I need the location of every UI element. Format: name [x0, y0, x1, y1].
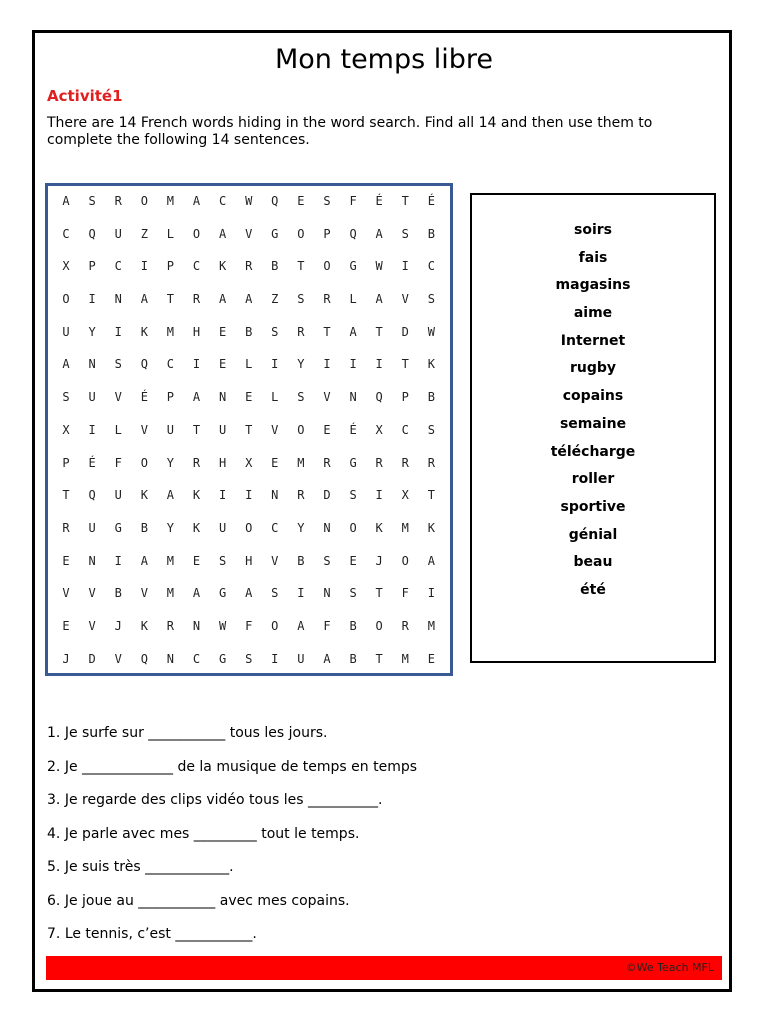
grid-letter: A — [349, 324, 357, 339]
grid-letter: C — [62, 226, 70, 241]
grid-letter: A — [375, 292, 383, 307]
grid-letter: L — [245, 357, 253, 372]
grid-letter: C — [192, 259, 201, 274]
word-bank-item: roller — [571, 471, 615, 488]
sentence-item — [47, 892, 417, 926]
grid-letter: Q — [271, 194, 279, 208]
grid-letter: T — [375, 651, 383, 666]
grid-letter: Y — [166, 455, 175, 470]
grid-letter: N — [349, 390, 357, 405]
grid-letter: M — [401, 520, 409, 535]
grid-row — [53, 291, 445, 324]
grid-letter: K — [427, 357, 435, 372]
grid-letter: I — [271, 651, 279, 666]
grid-letter: E — [62, 553, 70, 568]
grid-letter: S — [271, 586, 279, 601]
grid-letter: Z — [140, 226, 148, 241]
grid-letter: A — [166, 488, 175, 503]
grid-letter: S — [62, 390, 70, 405]
grid-letter: O — [297, 422, 305, 437]
word-bank-item: beau — [573, 554, 613, 571]
grid-row — [53, 585, 445, 618]
grid-letter: B — [271, 259, 279, 274]
grid-letter: T — [401, 357, 409, 372]
grid-letter: K — [427, 520, 435, 535]
grid-letter: B — [427, 226, 435, 241]
grid-letter: B — [427, 390, 435, 405]
grid-letter: D — [88, 651, 96, 666]
grid-letter: M — [166, 586, 175, 601]
footer-bar — [46, 956, 722, 980]
grid-letter: O — [349, 520, 357, 535]
grid-letter: U — [218, 520, 227, 535]
sentence-item — [47, 825, 417, 859]
grid-row — [53, 193, 445, 226]
grid-letter: R — [192, 292, 201, 307]
grid-letter: T — [245, 422, 253, 437]
grid-letter: F — [245, 618, 253, 633]
grid-letter: U — [88, 520, 96, 535]
grid-letter: S — [297, 292, 305, 307]
sentence-number: 7. — [47, 926, 61, 942]
grid-letter: X — [375, 422, 383, 437]
grid-letter: Z — [271, 292, 279, 307]
sentence-number: 6. — [47, 892, 61, 909]
grid-letter: V — [62, 586, 70, 601]
grid-letter: B — [349, 651, 357, 666]
sentence-number: 4. — [47, 825, 61, 842]
grid-letter: E — [245, 390, 253, 405]
grid-letter: I — [88, 422, 96, 437]
grid-letter: W — [427, 324, 435, 339]
grid-letter: E — [62, 618, 70, 633]
grid-letter: Y — [297, 357, 305, 372]
grid-letter: P — [166, 390, 175, 405]
grid-letter: K — [375, 520, 383, 535]
grid-letter: E — [427, 651, 435, 666]
grid-letter: T — [401, 194, 409, 208]
grid-row — [53, 553, 445, 586]
grid-letter: P — [88, 259, 96, 274]
grid-letter: I — [401, 259, 409, 274]
grid-letter: B — [114, 586, 122, 601]
grid-letter: S — [297, 390, 305, 405]
grid-letter: E — [323, 422, 331, 437]
word-bank — [470, 221, 716, 609]
sentence-item — [47, 791, 417, 825]
grid-letter: O — [245, 520, 253, 535]
grid-letter: T — [375, 324, 383, 339]
grid-row — [53, 324, 445, 357]
grid-letter: F — [323, 618, 331, 633]
grid-letter: F — [114, 455, 122, 470]
grid-letter: E — [297, 194, 305, 208]
grid-letter: A — [140, 553, 148, 568]
grid-letter: P — [166, 259, 175, 274]
grid-letter: A — [375, 226, 383, 241]
grid-letter: A — [427, 553, 435, 568]
word-bank-item: été — [580, 581, 606, 598]
grid-letter: I — [375, 488, 383, 503]
grid-letter: V — [114, 651, 122, 666]
word-bank-item: fais — [578, 249, 608, 266]
sentence-number: 2. — [47, 758, 61, 775]
grid-letter: R — [297, 488, 305, 503]
word-bank-item: rugby — [569, 360, 617, 377]
grid-letter: S — [271, 324, 279, 339]
grid-letter: F — [401, 586, 409, 601]
word-bank-item: aime — [573, 305, 613, 322]
grid-letter: P — [62, 455, 70, 470]
grid-letter: U — [114, 226, 122, 241]
sentence-item — [47, 758, 417, 792]
grid-letter: Y — [297, 520, 305, 535]
grid-letter: I — [245, 488, 253, 503]
grid-letter: W — [245, 194, 253, 208]
grid-letter: U — [88, 390, 96, 405]
grid-letter: T — [192, 422, 201, 437]
grid-letter: T — [323, 324, 331, 339]
grid-letter: S — [349, 586, 357, 601]
grid-letter: C — [166, 357, 175, 372]
grid-letter: V — [245, 226, 253, 241]
grid-letter: G — [218, 651, 227, 666]
sentence-text: Le tennis, c’est ___________. — [64, 926, 257, 942]
sentence-text: Je surfe sur ___________ tous les jours. — [64, 725, 328, 741]
word-bank-item: génial — [568, 526, 618, 543]
grid-letter: O — [192, 226, 201, 241]
grid-row — [53, 356, 445, 389]
grid-letter: O — [401, 553, 409, 568]
grid-letter: R — [375, 455, 383, 470]
grid-row — [53, 520, 445, 553]
grid-letter: Q — [349, 226, 357, 241]
grid-letter: G — [114, 520, 122, 535]
grid-row — [53, 422, 445, 455]
grid-letter: A — [245, 586, 253, 601]
grid-letter: O — [375, 618, 383, 633]
grid-letter: N — [218, 390, 227, 405]
grid-row — [53, 455, 445, 488]
grid-letter: V — [140, 422, 148, 437]
grid-letter: W — [375, 259, 383, 274]
grid-letter: S — [218, 553, 227, 568]
grid-letter: N — [88, 357, 96, 372]
grid-letter: G — [271, 226, 279, 241]
grid-letter: I — [375, 357, 383, 372]
grid-letter: G — [218, 586, 227, 601]
grid-letter: A — [323, 651, 331, 666]
grid-letter: R — [427, 455, 435, 470]
grid-letter: V — [88, 618, 96, 633]
grid-letter: C — [114, 259, 122, 274]
grid-letter: É — [88, 455, 96, 470]
word-bank-item: télécharge — [550, 443, 636, 460]
grid-letter: N — [88, 553, 96, 568]
grid-letter: G — [349, 455, 357, 470]
grid-letter: É — [349, 422, 357, 437]
grid-letter: I — [140, 259, 148, 274]
grid-letter: H — [245, 553, 253, 568]
grid-letter: G — [349, 259, 357, 274]
grid-letter: I — [218, 488, 227, 503]
grid-letter: C — [271, 520, 279, 535]
grid-letter: V — [114, 390, 122, 405]
grid-letter: H — [192, 324, 201, 339]
grid-letter: E — [192, 553, 201, 568]
grid-letter: T — [166, 292, 175, 307]
grid-letter: S — [114, 357, 122, 372]
grid-letter: V — [401, 292, 409, 307]
grid-letter: I — [114, 324, 122, 339]
grid-letter: E — [218, 357, 227, 372]
grid-letter: U — [62, 324, 70, 339]
grid-letter: R — [297, 324, 305, 339]
grid-letter: N — [114, 292, 122, 307]
grid-letter: M — [401, 651, 409, 666]
grid-letter: S — [245, 651, 253, 666]
word-bank-item: Internet — [560, 332, 626, 349]
grid-row — [53, 226, 445, 259]
sentence-item — [47, 925, 417, 959]
grid-letter: E — [271, 455, 279, 470]
grid-letter: I — [297, 586, 305, 601]
grid-letter: A — [192, 390, 201, 405]
sentence-number: 1. — [47, 725, 61, 741]
grid-letter: S — [427, 292, 435, 307]
word-bank-item: soirs — [574, 222, 612, 238]
grid-letter: L — [114, 422, 122, 437]
grid-letter: B — [297, 553, 305, 568]
grid-letter: C — [192, 651, 201, 666]
grid-letter: T — [427, 488, 435, 503]
grid-letter: O — [323, 259, 331, 274]
grid-letter: C — [218, 194, 227, 208]
word-bank-item: magasins — [555, 277, 631, 294]
grid-letter: V — [271, 422, 279, 437]
grid-letter: U — [166, 422, 175, 437]
grid-letter: C — [401, 422, 409, 437]
grid-letter: A — [297, 618, 305, 633]
grid-letter: D — [323, 488, 331, 503]
grid-letter: N — [323, 586, 331, 601]
sentence-text: Je suis très ____________. — [64, 859, 234, 875]
grid-letter: C — [427, 259, 435, 274]
grid-letter: R — [192, 455, 201, 470]
activity-label: Activité1 — [47, 87, 123, 105]
sentence-number: 3. — [47, 792, 61, 808]
grid-letter: U — [297, 651, 305, 666]
sentence-text: Je regarde des clips vidéo tous les __________. — [64, 792, 383, 808]
grid-letter: H — [218, 455, 227, 470]
grid-letter: K — [218, 259, 227, 274]
grid-letter: K — [192, 520, 201, 535]
grid-letter: S — [427, 422, 435, 437]
grid-letter: S — [401, 226, 409, 241]
grid-letter: K — [140, 618, 148, 633]
grid-letter: W — [218, 618, 227, 633]
word-bank-item: sportive — [560, 498, 626, 515]
grid-letter: X — [401, 488, 409, 503]
grid-letter: S — [349, 488, 357, 503]
grid-letter: Y — [88, 324, 96, 339]
grid-letter: I — [349, 357, 357, 372]
grid-letter: T — [297, 259, 305, 274]
copyright-text: ©We Teach MFL — [625, 961, 714, 974]
page-title: Mon temps libre — [274, 44, 494, 75]
grid-letter: R — [166, 618, 175, 633]
grid-letter: B — [349, 618, 357, 633]
grid-letter: J — [375, 553, 383, 568]
sentence-number: 5. — [47, 859, 61, 875]
word-bank-item: semaine — [559, 415, 627, 432]
grid-letter: I — [323, 357, 331, 372]
grid-letter: L — [271, 390, 279, 405]
grid-letter: E — [349, 553, 357, 568]
grid-letter: K — [192, 488, 201, 503]
sentence-list — [47, 724, 417, 959]
grid-letter: L — [349, 292, 357, 307]
grid-letter: O — [62, 292, 70, 307]
word-search-grid — [53, 193, 445, 683]
grid-letter: Q — [88, 488, 96, 503]
grid-letter: M — [166, 553, 175, 568]
grid-letter: Q — [88, 226, 96, 241]
grid-letter: M — [427, 618, 435, 633]
grid-letter: N — [192, 618, 201, 633]
grid-letter: X — [62, 422, 70, 437]
grid-letter: É — [140, 390, 148, 405]
grid-letter: A — [245, 292, 253, 307]
sentence-item — [47, 858, 417, 892]
grid-letter: V — [271, 553, 279, 568]
sentence-text: Je _____________ de la musique de temps en temps — [64, 758, 418, 775]
grid-letter: M — [166, 194, 175, 208]
grid-row — [53, 487, 445, 520]
sentence-text: Je parle avec mes _________ tout le temps. — [64, 825, 360, 842]
grid-letter: I — [114, 553, 122, 568]
grid-letter: B — [245, 324, 253, 339]
grid-letter: Q — [140, 357, 148, 372]
sentence-item — [47, 724, 417, 758]
grid-letter: R — [401, 618, 409, 633]
grid-letter: M — [166, 324, 175, 339]
grid-letter: S — [323, 194, 331, 208]
grid-letter: U — [218, 422, 227, 437]
grid-letter: A — [218, 226, 227, 241]
grid-letter: J — [62, 651, 70, 666]
grid-letter: F — [349, 194, 357, 208]
grid-letter: K — [140, 488, 148, 503]
grid-row — [53, 389, 445, 422]
grid-letter: B — [140, 520, 148, 535]
grid-letter: N — [323, 520, 331, 535]
grid-letter: V — [140, 586, 148, 601]
grid-letter: O — [140, 194, 148, 208]
grid-letter: A — [62, 194, 70, 208]
grid-letter: V — [323, 390, 331, 405]
grid-letter: D — [401, 324, 409, 339]
grid-letter: M — [297, 455, 305, 470]
grid-letter: É — [427, 194, 435, 208]
grid-letter: T — [375, 586, 383, 601]
grid-letter: X — [62, 259, 70, 274]
grid-letter: A — [140, 292, 148, 307]
grid-letter: T — [62, 488, 70, 503]
grid-letter: I — [427, 586, 435, 601]
grid-letter: J — [114, 618, 122, 633]
grid-letter: L — [166, 226, 175, 241]
grid-letter: O — [271, 618, 279, 633]
grid-letter: Q — [140, 651, 148, 666]
grid-letter: O — [297, 226, 305, 241]
grid-row — [53, 258, 445, 291]
grid-letter: Y — [166, 520, 175, 535]
grid-letter: P — [323, 226, 331, 241]
grid-letter: N — [166, 651, 175, 666]
grid-letter: U — [114, 488, 122, 503]
grid-letter: A — [62, 357, 70, 372]
grid-letter: X — [245, 455, 253, 470]
grid-letter: O — [140, 455, 148, 470]
grid-letter: R — [62, 520, 70, 535]
grid-letter: A — [192, 586, 201, 601]
grid-letter: E — [218, 324, 227, 339]
grid-row — [53, 651, 445, 684]
grid-letter: É — [375, 194, 383, 208]
grid-letter: A — [192, 194, 201, 208]
grid-letter: R — [401, 455, 409, 470]
grid-letter: I — [271, 357, 279, 372]
grid-letter: N — [271, 488, 279, 503]
grid-letter: K — [140, 324, 148, 339]
grid-row — [53, 618, 445, 651]
grid-letter: R — [114, 194, 122, 208]
grid-letter: I — [192, 357, 201, 372]
grid-letter: R — [323, 292, 331, 307]
sentence-text: Je joue au ___________ avec mes copains. — [64, 892, 350, 909]
grid-letter: A — [218, 292, 227, 307]
grid-letter: P — [401, 390, 409, 405]
grid-letter: R — [323, 455, 331, 470]
word-bank-item: copains — [562, 388, 624, 405]
grid-letter: I — [88, 292, 96, 307]
grid-letter: S — [323, 553, 331, 568]
grid-letter: V — [88, 586, 96, 601]
grid-letter: S — [88, 194, 96, 208]
instructions: There are 14 French words hiding in the word search. Find all 14 and then use them to complete the following 14 sentences. — [47, 115, 653, 148]
grid-letter: Q — [375, 390, 383, 405]
grid-letter: R — [245, 259, 253, 274]
